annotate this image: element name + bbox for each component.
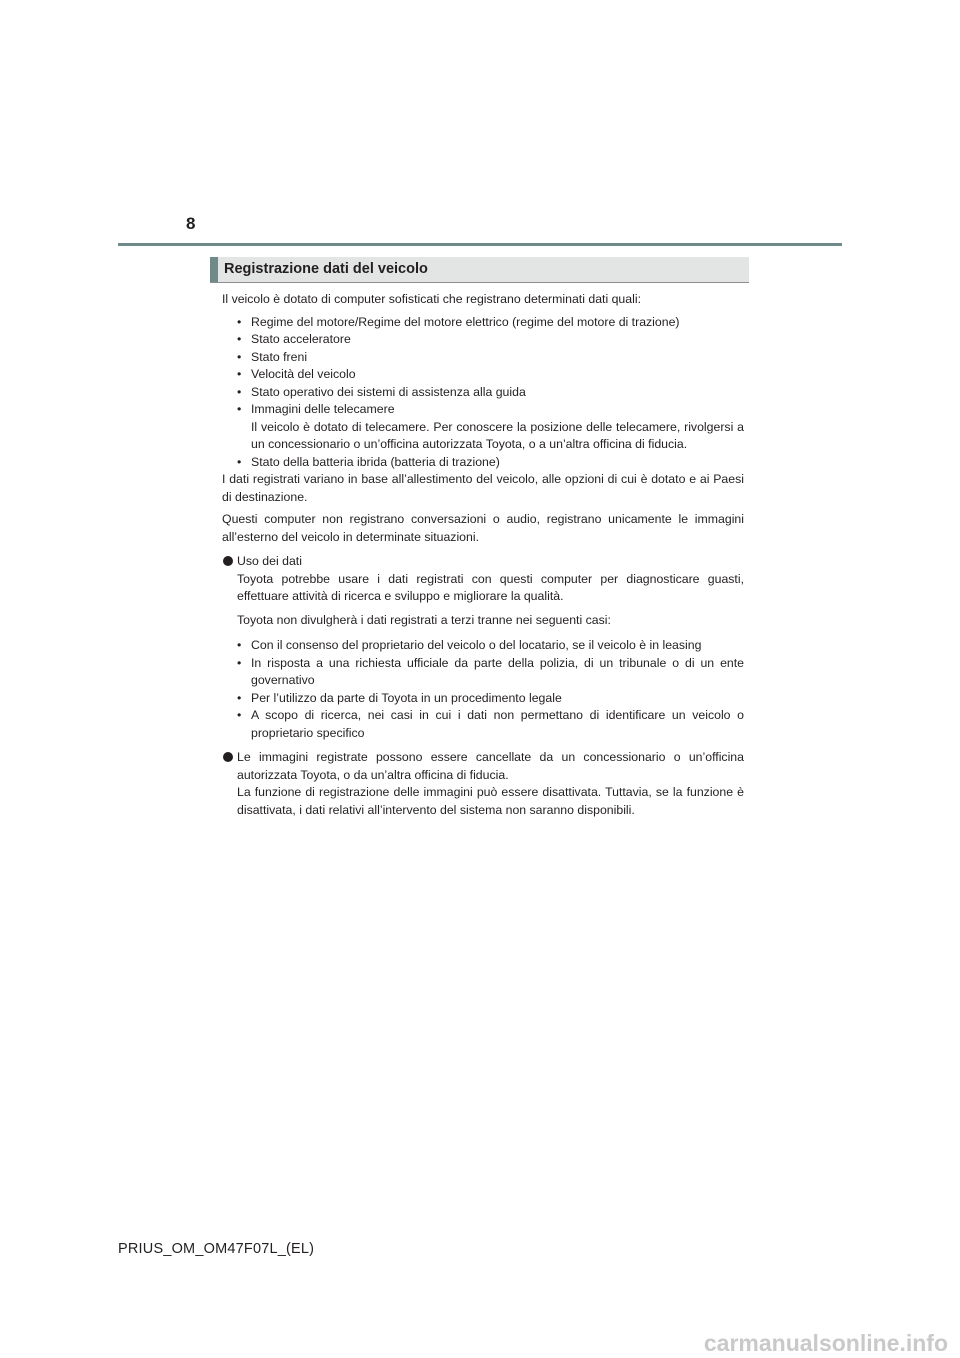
bullet-icon: • bbox=[237, 454, 242, 469]
bullet-icon: • bbox=[237, 638, 242, 652]
images-note-text: Le immagini registrate possono essere cancellate da un concessionario o un’officina autorizzata Toyota, o da un’altra officina di fiducia. bbox=[237, 750, 744, 782]
list-item: • In risposta a una richiesta ufficiale da parte della polizia, di un tribunale o di un ente governativo bbox=[237, 655, 744, 687]
section-title: Registrazione dati del veicolo bbox=[224, 261, 428, 277]
camera-note: Il veicolo è dotato di telecamere. Per conoscere la posizione delle telecamere, rivolgersi a un concessionario o un’officina autorizzata Toyota, o a un’altra officina di fiducia. bbox=[251, 419, 744, 451]
images-note-section bbox=[222, 749, 744, 819]
content bbox=[222, 291, 744, 819]
bullet-icon: • bbox=[237, 367, 242, 381]
list-item: • Stato della batteria ibrida (batteria di trazione) bbox=[237, 454, 744, 472]
list-item: • Con il consenso del proprietario del veicolo o del locatario, se il veicolo è in leasing bbox=[237, 637, 744, 655]
bullet-circle-icon bbox=[223, 556, 233, 566]
bullet-circle-icon bbox=[223, 752, 233, 762]
intro-text: Il veicolo è dotato di computer sofisticati che registrano determinati dati quali: bbox=[222, 292, 641, 306]
bullet-icon: • bbox=[237, 314, 242, 329]
bullet-icon: • bbox=[237, 332, 242, 346]
uso-dei-dati-section bbox=[222, 553, 744, 742]
data-items-list bbox=[222, 314, 744, 472]
list-item: • A scopo di ricerca, nei casi in cui i dati non permettano di identificare un veicolo o proprietario specifico bbox=[237, 708, 744, 740]
bullet-icon: • bbox=[237, 349, 242, 364]
list-item: • Immagini delle telecamere Il veicolo è dotato di telecamere. Per conoscere la posizione delle telecamere, rivolgersi a un concessionario o un’officina autorizzata Toyota, o a un’altra officina di fiducia. bbox=[237, 401, 744, 454]
disclosure-intro: Toyota non divulgherà i dati registrati a terzi tranne nei seguenti casi: bbox=[237, 612, 611, 627]
footer-code: PRIUS_OM_OM47F07L_(EL) bbox=[118, 1241, 315, 1257]
variation-note: I dati registrati variano in base all’allestimento del veicolo, alle opzioni di cui è dotato e ai Paesi di destinazione. bbox=[222, 472, 744, 504]
bullet-icon: • bbox=[237, 690, 242, 705]
images-note-text2: La funzione di registrazione delle immagini può essere disattivata. Tuttavia, se la funzione è disattivata, i dati relativi all’intervento del sistema non saranno disponibili. bbox=[237, 785, 744, 817]
uso-text: Toyota potrebbe usare i dati registrati con questi computer per diagnosticare guasti, effettuare attività di ricerca e sviluppo e migliorare la qualità. bbox=[237, 571, 744, 603]
no-audio-note: Questi computer non registrano conversazioni o audio, registrano unicamente le immagini all’esterno del veicolo in determinate situazioni. bbox=[222, 512, 744, 544]
uso-heading: Uso dei dati bbox=[237, 554, 302, 568]
bullet-icon: • bbox=[237, 402, 242, 416]
page-number: 8 bbox=[186, 214, 196, 233]
list-item: • Stato freni bbox=[237, 349, 744, 367]
list-item: • Per l’utilizzo da parte di Toyota in un procedimento legale bbox=[237, 690, 744, 708]
bullet-icon: • bbox=[237, 708, 242, 722]
bullet-icon: • bbox=[237, 655, 242, 670]
section-header bbox=[210, 257, 749, 283]
bullet-icon: • bbox=[237, 384, 242, 399]
list-item: • Stato acceleratore bbox=[237, 331, 744, 349]
list-item: • Velocità del veicolo bbox=[237, 366, 744, 384]
header-rule bbox=[118, 243, 842, 246]
section-header-accent bbox=[210, 257, 218, 282]
list-item: • Stato operativo dei sistemi di assistenza alla guida bbox=[237, 384, 744, 402]
disclosure-cases-list bbox=[237, 637, 744, 742]
list-item: • Regime del motore/Regime del motore elettrico (regime del motore di trazione) bbox=[237, 314, 744, 332]
watermark: carmanualsonline.info bbox=[703, 1330, 948, 1356]
